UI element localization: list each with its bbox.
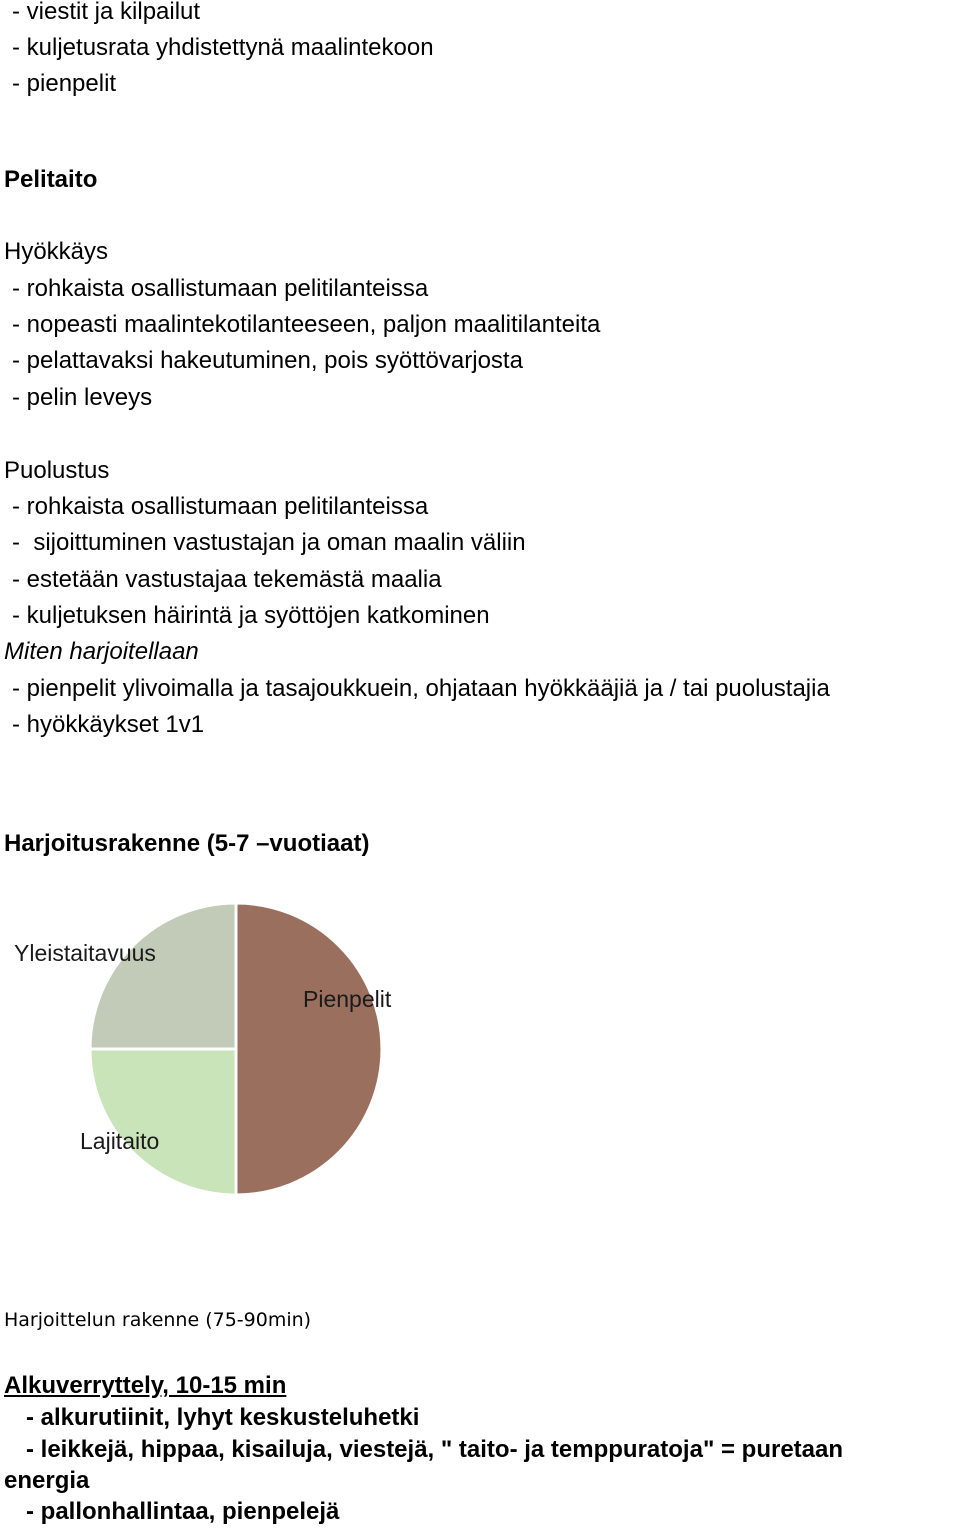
list-item: - viestit ja kilpailut <box>12 0 201 25</box>
list-item: - alkurutiinit, lyhyt keskusteluhetki <box>26 1404 420 1431</box>
pie-chart <box>0 890 460 1220</box>
list-item: - nopeasti maalintekotilanteeseen, paljon maalitilanteita <box>12 311 601 338</box>
list-item: - pienpelit <box>12 70 117 97</box>
list-item: energia <box>4 1467 90 1494</box>
list-item: - leikkejä, hippaa, kisailuja, viestejä, " taito- ja temppuratoja" = puretaan <box>26 1436 844 1463</box>
list-item: - hyökkäykset 1v1 <box>12 711 205 738</box>
subheading-puolustus: Puolustus <box>4 457 110 484</box>
list-item: - kuljetuksen häirintä ja syöttöjen katkominen <box>12 602 490 629</box>
list-item: - pelattavaksi hakeutuminen, pois syöttövarjosta <box>12 347 523 374</box>
list-item: - pienpelit ylivoimalla ja tasajoukkuein, ohjataan hyökkääjiä ja / tai puolustajia <box>12 675 830 702</box>
pie-slice-lajitaito <box>90 1049 236 1195</box>
list-item: - pelin leveys <box>12 384 153 411</box>
list-item: - rohkaista osallistumaan pelitilanteissa <box>12 275 429 302</box>
section-title-pelitaito: Pelitaito <box>4 166 98 193</box>
pie-label-pienpelit: Pienpelit <box>303 986 392 1012</box>
subheading-hyokkays: Hyökkäys <box>4 238 109 265</box>
section-title-alkuverryttely: Alkuverryttely, 10-15 min <box>4 1372 287 1399</box>
pie-slice-yleistaitavuus <box>90 903 236 1049</box>
section-title-harjoitusrakenne: Harjoitusrakenne (5-7 –vuotiaat) <box>4 830 370 857</box>
list-item: - kuljetusrata yhdistettynä maalintekoon <box>12 34 434 61</box>
pie-label-lajitaito: Lajitaito <box>80 1128 160 1154</box>
list-item: - estetään vastustajaa tekemästä maalia <box>12 566 442 593</box>
rakenne-caption: Harjoittelun rakenne (75-90min) <box>4 1309 312 1331</box>
pie-slice-pienpelit <box>236 903 382 1195</box>
pie-label-yleistaitavuus: Yleistaitavuus <box>14 940 156 966</box>
list-item: - sijoittuminen vastustajan ja oman maalin väliin <box>12 529 526 556</box>
subheading-miten: Miten harjoitellaan <box>4 638 199 665</box>
list-item: - pallonhallintaa, pienpelejä <box>26 1498 340 1525</box>
list-item: - rohkaista osallistumaan pelitilanteissa <box>12 493 429 520</box>
